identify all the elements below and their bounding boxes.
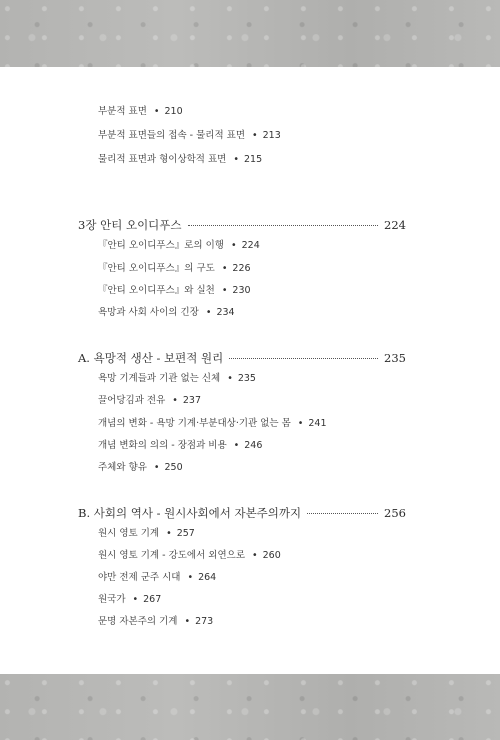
entry-separator: • bbox=[231, 240, 237, 251]
entry-title: 문명 자본주의 기계 bbox=[98, 616, 178, 627]
entry-separator: • bbox=[153, 106, 160, 117]
heading-title: B. 사회의 역사 - 원시사회에서 자본주의까지 bbox=[78, 506, 302, 520]
entry-page: 215 bbox=[243, 154, 263, 165]
toc-entry bbox=[98, 528, 195, 540]
section-heading bbox=[78, 351, 406, 365]
toc-entry bbox=[98, 395, 201, 407]
entry-page: 257 bbox=[176, 528, 195, 539]
entry-title: 원국가 bbox=[98, 594, 126, 605]
entry-title: 주체와 향유 bbox=[98, 462, 147, 473]
bottom-texture-band bbox=[0, 674, 500, 740]
toc-entry bbox=[98, 572, 216, 584]
toc-entry bbox=[98, 130, 281, 142]
entry-title: 『안티 오이디푸스』로의 이행 bbox=[98, 240, 224, 251]
heading-page: 224 bbox=[384, 218, 406, 232]
entry-page: 246 bbox=[244, 440, 263, 451]
toc-entry bbox=[98, 462, 183, 474]
entry-page: 235 bbox=[237, 373, 256, 384]
entry-separator: • bbox=[227, 373, 233, 384]
entry-separator: • bbox=[233, 440, 240, 451]
entry-page: 250 bbox=[164, 462, 183, 473]
entry-separator: • bbox=[132, 594, 139, 605]
toc-entry bbox=[98, 550, 281, 562]
toc-entry bbox=[98, 418, 327, 430]
toc-entry bbox=[98, 440, 262, 452]
toc-entry bbox=[98, 263, 251, 275]
top-texture-band bbox=[0, 0, 500, 67]
entry-title: 원시 영토 기계 bbox=[98, 528, 160, 539]
entry-separator: • bbox=[187, 572, 194, 583]
entry-title: 부분적 표면 bbox=[98, 106, 147, 117]
toc-entry bbox=[98, 285, 251, 297]
entry-title: 『안티 오이디푸스』와 실천 bbox=[98, 285, 215, 296]
entry-page: 273 bbox=[195, 616, 214, 627]
entry-page: 224 bbox=[241, 240, 260, 251]
toc-entry bbox=[98, 594, 161, 606]
heading-title: 3장 안티 오이디푸스 bbox=[78, 218, 182, 232]
entry-separator: • bbox=[233, 154, 239, 165]
entry-title: 개념 변화의 의의 - 장점과 비용 bbox=[98, 440, 227, 451]
dot-leader bbox=[188, 224, 379, 226]
entry-page: 213 bbox=[262, 130, 281, 141]
entry-separator: • bbox=[221, 285, 228, 296]
entry-title: 욕망 기계들과 기관 없는 신체 bbox=[98, 373, 221, 384]
toc-entry bbox=[98, 616, 213, 628]
entry-page: 210 bbox=[164, 106, 183, 117]
entry-title: 『안티 오이디푸스』의 구도 bbox=[98, 263, 215, 274]
section-heading bbox=[78, 506, 406, 520]
entry-page: 260 bbox=[262, 550, 281, 561]
entry-separator: • bbox=[205, 307, 212, 318]
dot-leader bbox=[307, 512, 378, 514]
heading-title: A. 욕망적 생산 - 보편적 원리 bbox=[78, 351, 224, 365]
entry-title: 개념의 변화 - 욕망 기계·부분대상·기관 없는 몸 bbox=[98, 418, 291, 429]
heading-page: 256 bbox=[384, 506, 406, 520]
toc-entry bbox=[98, 373, 256, 385]
entry-title: 원시 영토 기계 - 강도에서 외연으로 bbox=[98, 550, 246, 561]
entry-page: 234 bbox=[216, 307, 235, 318]
dot-leader bbox=[229, 357, 378, 359]
entry-separator: • bbox=[184, 616, 191, 627]
entry-page: 267 bbox=[143, 594, 162, 605]
toc-entry bbox=[98, 307, 235, 319]
entry-separator: • bbox=[252, 550, 258, 561]
toc-entry bbox=[98, 240, 260, 252]
entry-separator: • bbox=[172, 395, 178, 406]
entry-separator: • bbox=[153, 462, 160, 473]
entry-title: 부분적 표면들의 접속 - 물리적 표면 bbox=[98, 130, 246, 141]
chapter-heading bbox=[78, 218, 406, 232]
entry-page: 226 bbox=[232, 263, 251, 274]
entry-title: 야만 전제 군주 시대 bbox=[98, 572, 181, 583]
toc-entry bbox=[98, 106, 183, 118]
entry-separator: • bbox=[166, 528, 172, 539]
toc-entry bbox=[98, 154, 262, 166]
entry-title: 끌어당김과 전유 bbox=[98, 395, 166, 406]
entry-page: 237 bbox=[182, 395, 202, 406]
entry-page: 241 bbox=[308, 418, 327, 429]
entry-separator: • bbox=[221, 263, 228, 274]
entry-separator: • bbox=[252, 130, 258, 141]
entry-page: 230 bbox=[232, 285, 251, 296]
entry-page: 264 bbox=[198, 572, 217, 583]
entry-title: 물리적 표면과 형이상학적 표면 bbox=[98, 154, 227, 165]
entry-separator: • bbox=[297, 418, 304, 429]
entry-title: 욕망과 사회 사이의 긴장 bbox=[98, 307, 199, 318]
heading-page: 235 bbox=[384, 351, 406, 365]
